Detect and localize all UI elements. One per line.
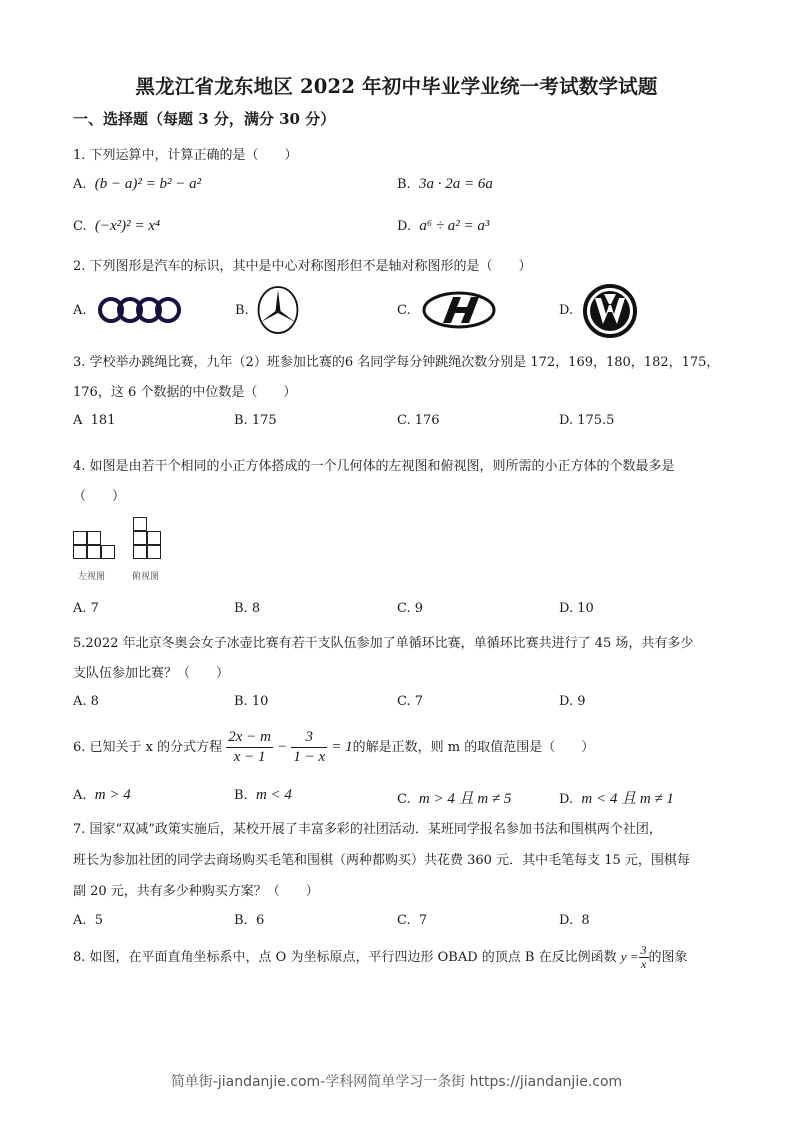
q2-option-a-label: A. bbox=[73, 303, 87, 318]
q5-option-d: D. 9 bbox=[559, 694, 586, 709]
page-title: 黑龙江省龙东地区 2022 年初中毕业学业统一考试数学试题 bbox=[135, 75, 658, 98]
question-7-stem-line1: 7. 国家“双减”政策实施后，某校开展了丰富多彩的社团活动．某班同学报名参加书法和围棋两个社团， bbox=[73, 822, 662, 837]
q2-option-b-label: B. bbox=[235, 303, 249, 318]
q1-option-c-expr: (−x²)² = x⁴ bbox=[94, 218, 161, 234]
q1-option-c: C. (−x²)² = x⁴ bbox=[73, 218, 161, 234]
q6-option-d: D. m < 4 且 m ≠ 1 bbox=[559, 791, 674, 807]
slanted-h-oval-logo-icon bbox=[421, 290, 497, 330]
fraction-1: $\frac{2x - m}{x - 1}$ bbox=[228, 729, 271, 765]
q6-option-b: B. m < 4 bbox=[234, 787, 292, 803]
q1-option-b: B. 3a · 2a = 6a bbox=[397, 176, 493, 192]
question-4-stem-line1: 4. 如图是由若干个相同的小正方体搭成的一个几何体的左视图和俯视图，则所需的小正方体的个数最多是 bbox=[73, 459, 675, 474]
section-title: 一、选择题（每题 3 分，满分 30 分） bbox=[73, 110, 336, 128]
q1-option-d: D. a⁶ ÷ a² = a³ bbox=[397, 218, 490, 234]
question-3-stem-line1: 3. 学校举办跳绳比赛，九年（2）班参加比赛的6 名同学每分钟跳绳次数分别是 172，169，180，182，175， bbox=[73, 355, 720, 370]
q1-option-a-expr: (b − a)² = b² − a² bbox=[94, 176, 202, 192]
q3-option-a: A 181 bbox=[73, 413, 116, 428]
q5-option-b: B. 10 bbox=[234, 694, 269, 709]
fraction-3-over-x: $\frac{3}{x}$ bbox=[640, 943, 647, 971]
question-2-stem: 2. 下列图形是汽车的标识，其中是中心对称图形但不是轴对称图形的是（ ） bbox=[73, 259, 532, 274]
q6-option-a: A. m > 4 bbox=[73, 787, 131, 803]
four-rings-logo-icon bbox=[96, 295, 188, 325]
vw-circle-logo-icon bbox=[582, 284, 638, 338]
q7-option-b: B. 6 bbox=[234, 913, 265, 928]
q1-option-d-expr: a⁶ ÷ a² = a³ bbox=[419, 218, 490, 234]
question-8-stem: 8. 如图，在平面直角坐标系中，点 O 为坐标原点，平行四边形 OBAD 的顶点 B 在反比例函数 y = $\frac{3}{x}$ 的图象 bbox=[73, 943, 688, 971]
q7-option-c: C. 7 bbox=[397, 913, 428, 928]
q2-option-d-label: D. bbox=[559, 303, 574, 318]
question-1-stem: 1. 下列运算中，计算正确的是（ ） bbox=[73, 148, 298, 163]
top-view-caption: 俯视图 bbox=[132, 572, 160, 582]
q2-option-c-label: C. bbox=[397, 303, 411, 318]
q6-option-c: C. m > 4 且 m ≠ 5 bbox=[397, 791, 512, 807]
q7-option-d: D. 8 bbox=[559, 913, 590, 928]
footer-watermark: 简单街-jiandanjie.com-学科网简单学习一条街 https://jiandanjie.com bbox=[170, 1074, 623, 1090]
question-7-stem-line2: 班长为参加社团的同学去商场购买毛笔和围棋（两种都购买）共花费 360 元．其中毛笔每支 15 元，围棋每 bbox=[73, 853, 690, 868]
q5-option-c: C. 7 bbox=[397, 694, 424, 709]
question-6-stem: 6. 已知关于 x 的分式方程 $\frac{2x - m}{x - 1}$ − $\frac{3}{1 - x}$ = 1的解是正数，则 m 的取值范围是（ ） bbox=[73, 729, 595, 765]
question-3-stem-line2: 176，这 6 个数据的中位数是（ ） bbox=[73, 385, 297, 400]
q3-option-d: D. 175.5 bbox=[559, 413, 615, 428]
q5-option-a: A. 8 bbox=[73, 694, 99, 709]
q1-option-a: A. (b − a)² = b² − a² bbox=[73, 176, 202, 192]
q1-option-b-expr: 3a · 2a = 6a bbox=[418, 176, 493, 192]
question-7-stem-line3: 副 20 元，共有多少种购买方案？（ ） bbox=[73, 884, 319, 899]
question-4-stem-line2: （ ） bbox=[73, 489, 126, 504]
q4-option-a: A. 7 bbox=[73, 601, 99, 616]
question-5-stem-line1: 5.2022 年北京冬奥会女子冰壶比赛有若干支队伍参加了单循环比赛，单循环比赛共进行了 45 场，共有多少 bbox=[73, 636, 694, 651]
q4-option-d: D. 10 bbox=[559, 601, 594, 616]
q3-option-c: C. 176 bbox=[397, 413, 440, 428]
q7-option-a: A. 5 bbox=[73, 913, 104, 928]
three-pointed-star-logo-icon bbox=[256, 285, 300, 335]
left-view-caption: 左视图 bbox=[78, 572, 106, 582]
q4-option-c: C. 9 bbox=[397, 601, 424, 616]
q4-option-b: B. 8 bbox=[234, 601, 261, 616]
q3-option-b: B. 175 bbox=[234, 413, 277, 428]
fraction-2: $\frac{3}{1 - x}$ bbox=[293, 729, 326, 765]
question-5-stem-line2: 支队伍参加比赛？（ ） bbox=[73, 666, 230, 681]
